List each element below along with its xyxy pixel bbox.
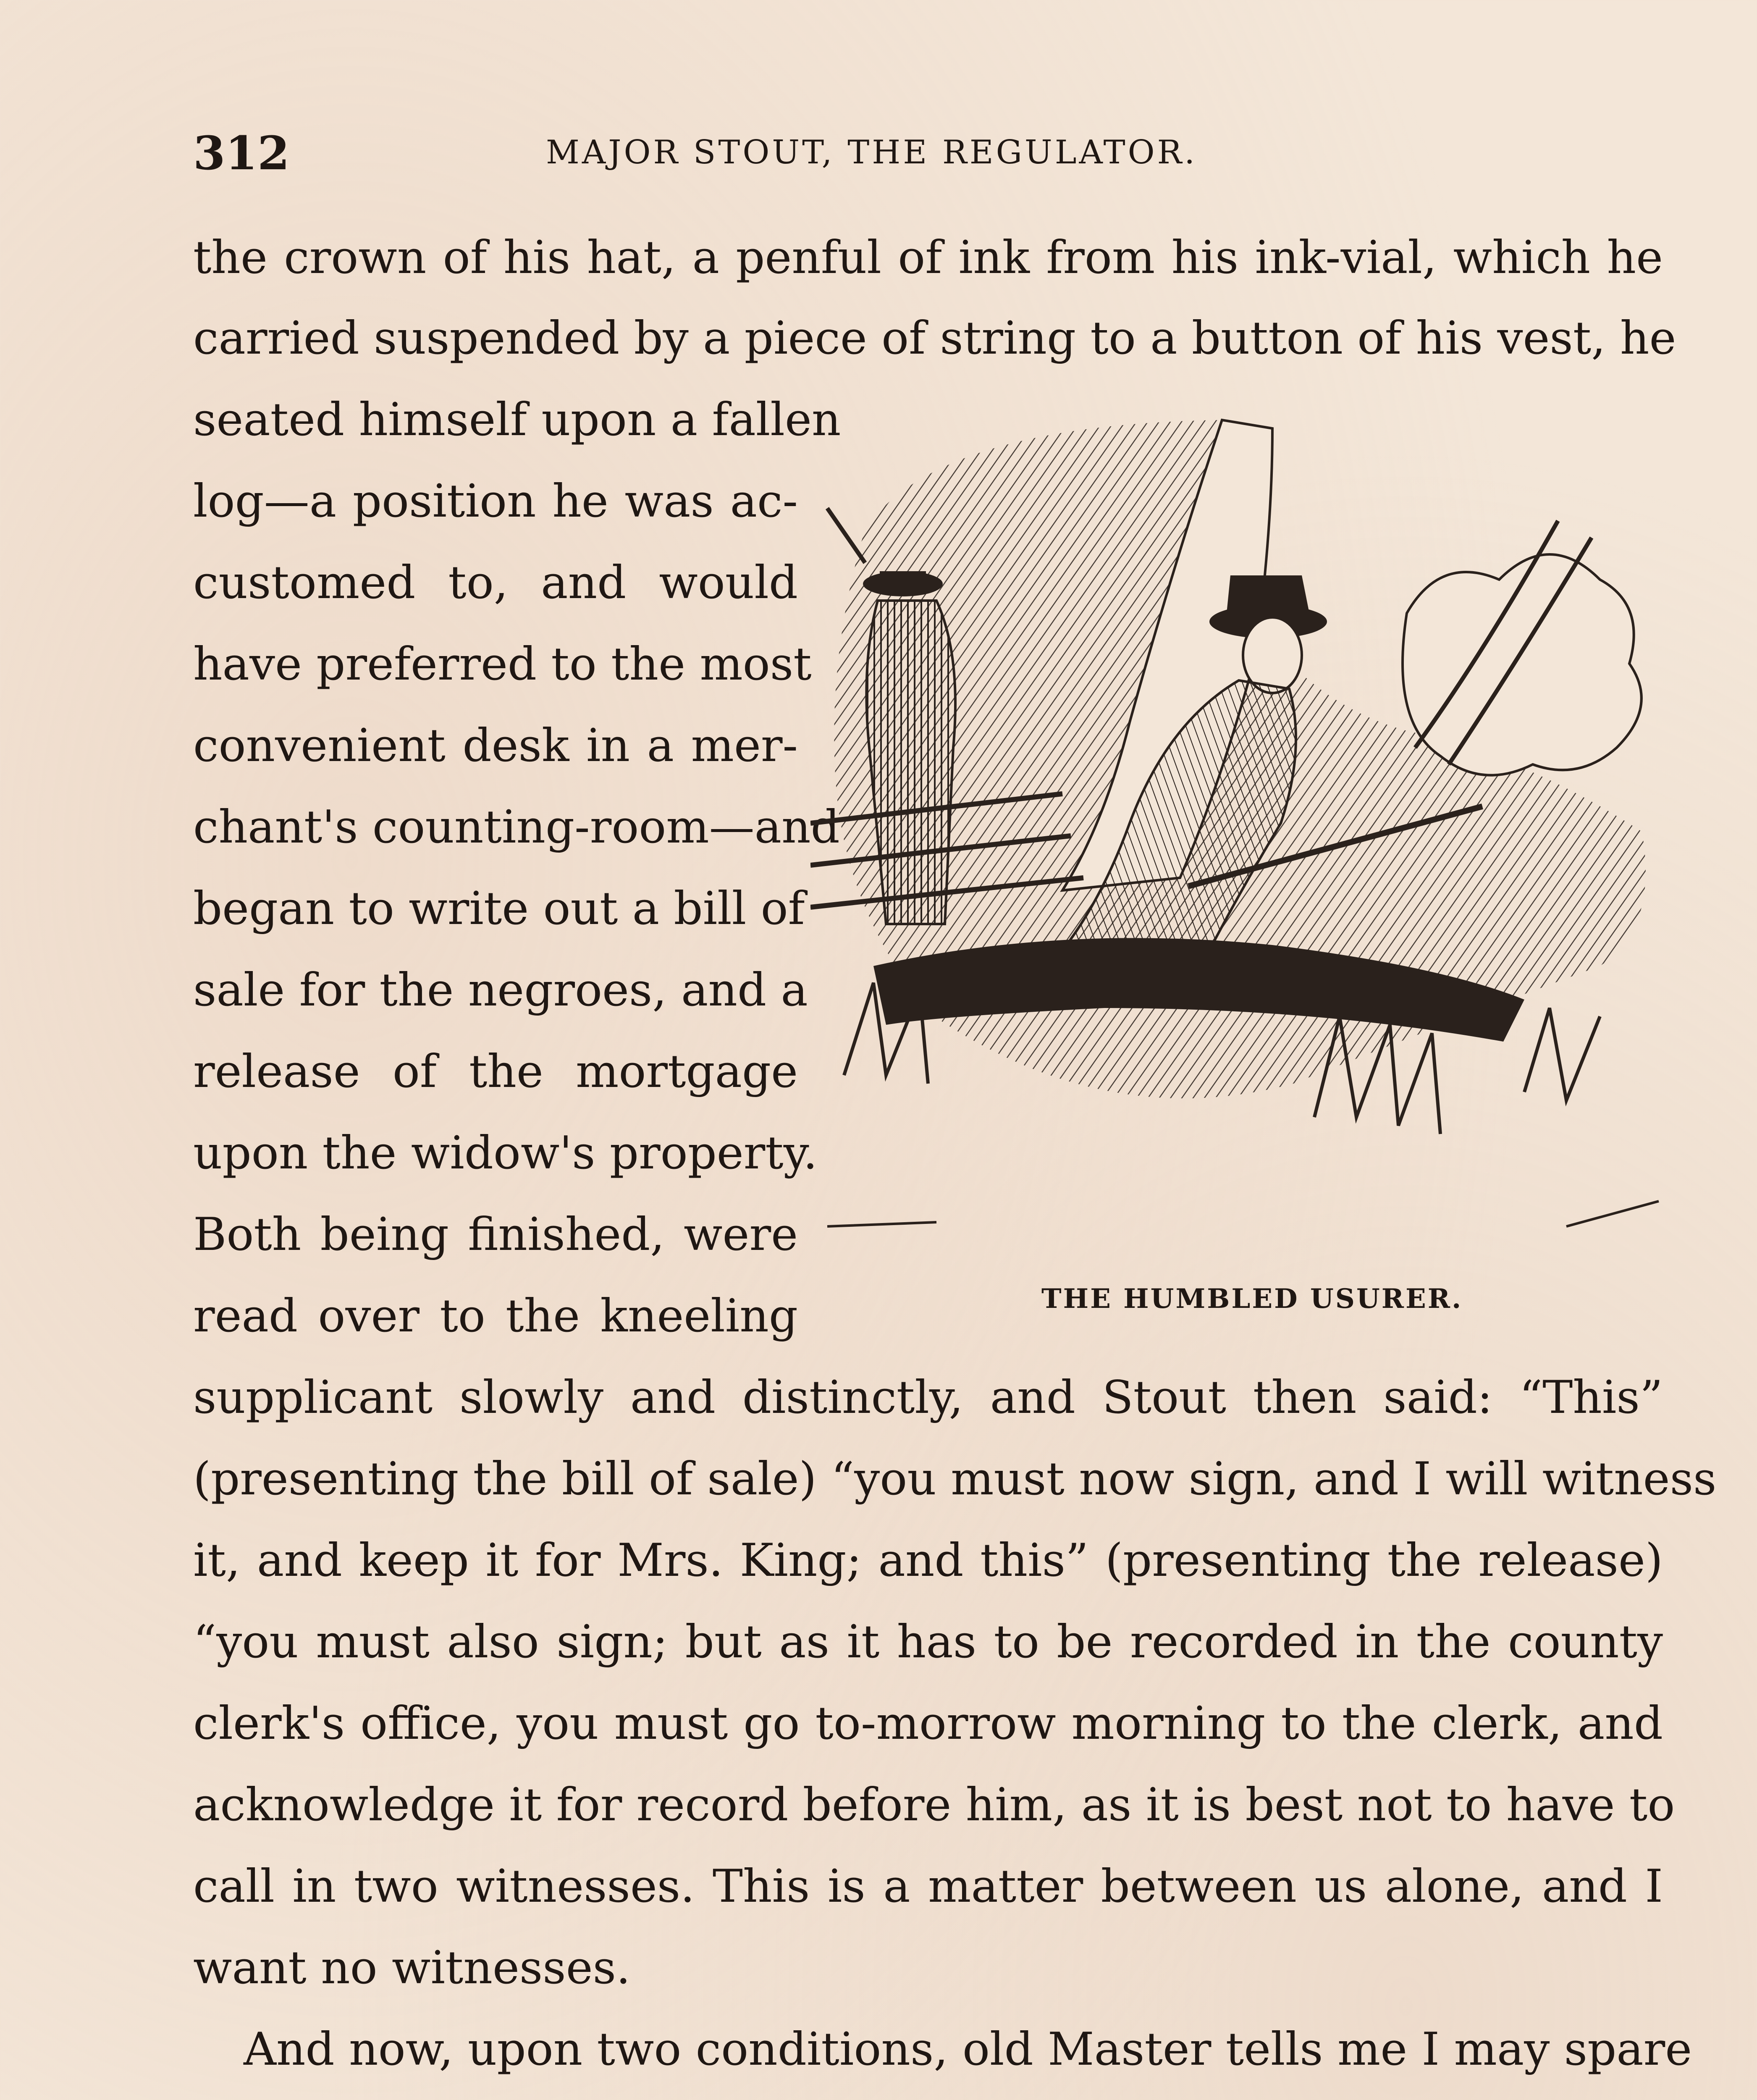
text-line: sale for the negroes, and a — [193, 964, 808, 1016]
text-line: want no witnesses. — [193, 1942, 631, 1994]
text-line: began to write out a bill of — [193, 882, 805, 935]
text-line: chant's counting-room—and — [193, 801, 840, 853]
text-line: acknowledge it for record before him, as it is best not to have to — [193, 1779, 1675, 1831]
text-line: release of the mortgage — [193, 1045, 798, 1098]
text-line: read over to the kneeling — [193, 1290, 798, 1342]
text-line: upon the widow's property. — [193, 1127, 818, 1179]
text-line: (presenting the bill of sale) “you must now sign, and I will witness — [193, 1453, 1717, 1505]
text-line: Both being finished, were — [193, 1208, 798, 1261]
text-line: call in two witnesses. This is a matter between us alone, and I — [193, 1860, 1663, 1913]
text-line: seated himself upon a fallen — [193, 394, 841, 446]
text-line: have preferred to the most — [193, 638, 812, 690]
text-line: customed to, and would — [193, 556, 798, 609]
text-line: carried suspended by a piece of string to a button of his vest, he — [193, 312, 1676, 365]
page-number: 312 — [193, 126, 290, 180]
text-line: log—a position he was ac- — [193, 475, 798, 528]
text-line: the crown of his hat, a penful of ink from his ink-vial, which he — [193, 231, 1663, 284]
text-line: “you must also sign; but as it has to be recorded in the county — [193, 1616, 1663, 1668]
engraving-illustration — [810, 403, 1667, 1235]
illustration-caption: THE HUMBLED USURER. — [1041, 1283, 1463, 1315]
text-line: clerk's office, you must go to-morrow morning to the clerk, and — [193, 1697, 1663, 1750]
text-line: convenient desk in a mer- — [193, 719, 798, 772]
text-line: it, and keep it for Mrs. King; and this” (presenting the release) — [193, 1534, 1663, 1587]
running-title: MAJOR STOUT, THE REGULATOR. — [546, 134, 1198, 171]
text-line: And now, upon two conditions, old Master tells me I may spare — [244, 2023, 1692, 2076]
text-line: supplicant slowly and distinctly, and Stout then said: “This” — [193, 1371, 1663, 1424]
